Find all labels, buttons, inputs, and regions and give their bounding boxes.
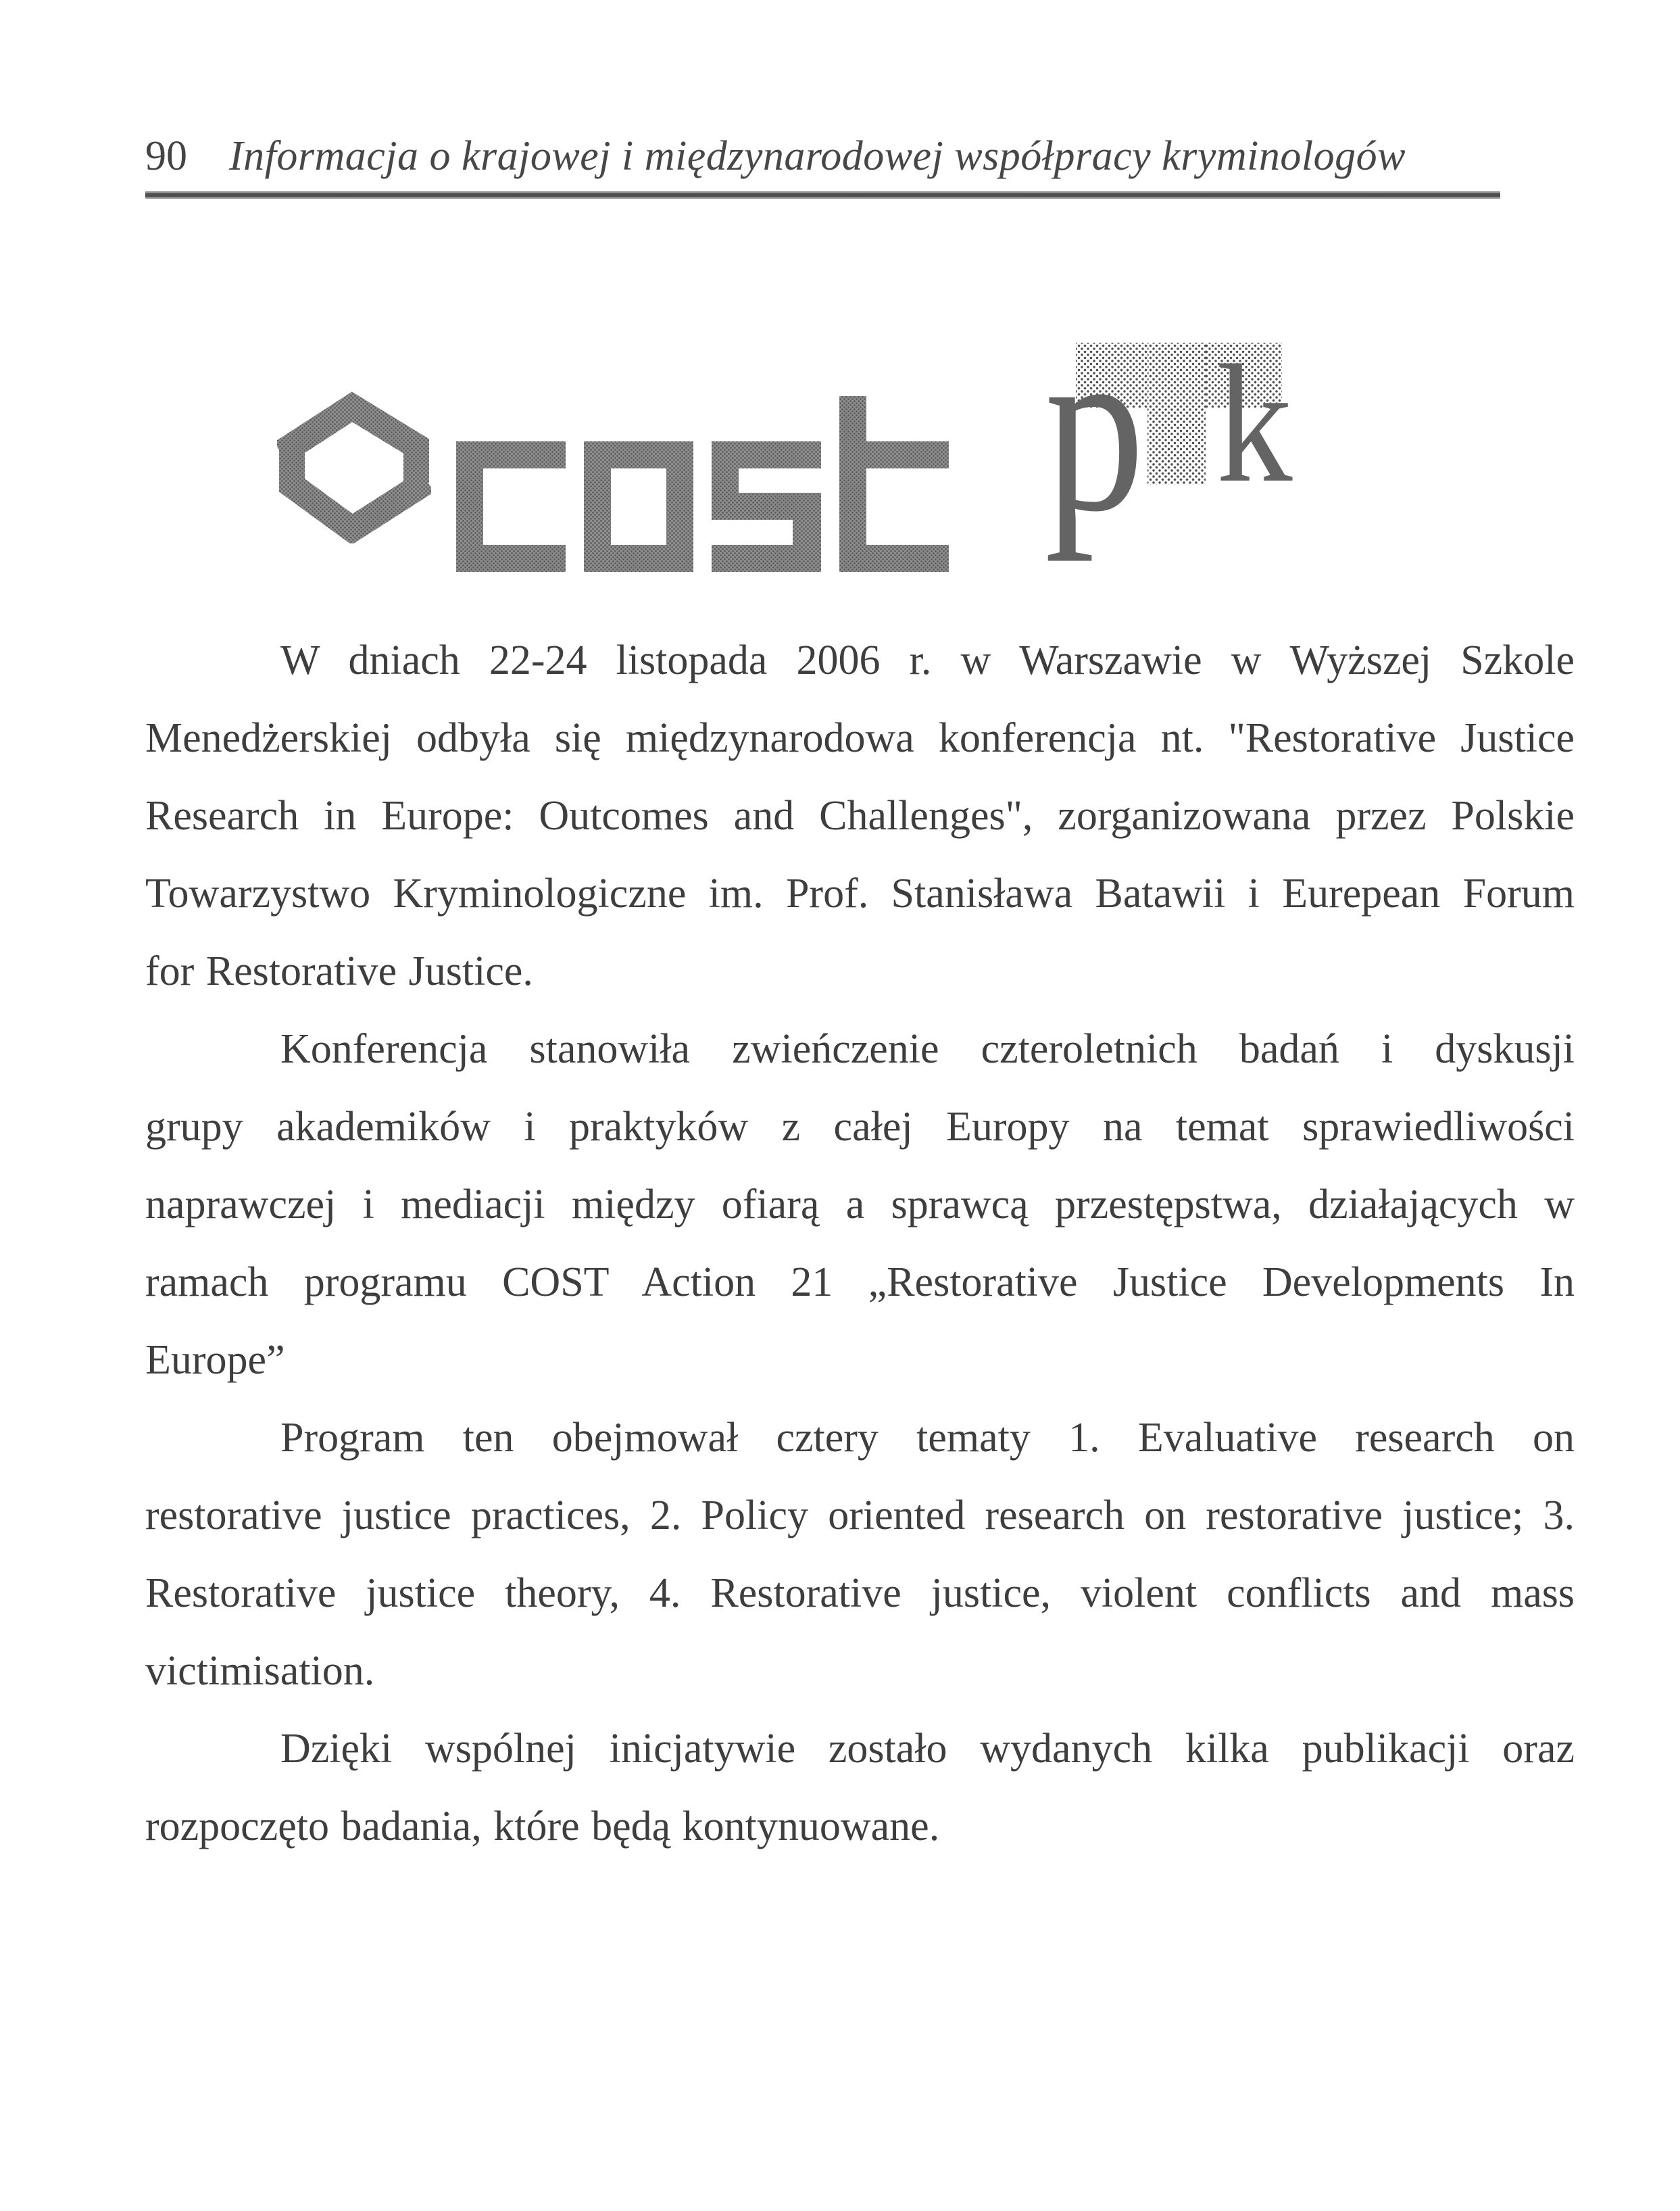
paragraph-4 [145,1710,1575,1866]
paragraph-3 [145,1399,1575,1710]
text-line: Konferencja stanowiła zwieńczenie czteroletnich badań i dyskusji [280,1026,1575,1072]
text-line: rozpoczęto badania, które będą kontynuowane. [145,1803,940,1849]
text-line: W dniach 22-24 listopada 2006 r. w Warszawie w Wyższej Szkole [280,637,1575,683]
paragraph-2 [145,1011,1575,1399]
text-line: grupy akademików i praktyków z całej Europy na temat sprawiedliwości [145,1104,1575,1150]
page-header [145,132,1504,180]
ptk-logo [1042,292,1333,568]
text-line: Europe” [145,1337,285,1383]
cost-letter-o [584,441,693,572]
cost-hexagon-icon [277,387,431,543]
ptk-halftone-t-stem [1147,343,1206,485]
text-line: naprawczej i mediacji między ofiarą a sprawcą przestępstwa, działających w [145,1182,1575,1228]
text-line: Towarzystwo Kryminologiczne im. Prof. Stanisława Batawii i Eurepean Forum [145,871,1575,917]
text-line: for Restorative Justice. [145,948,533,994]
text-line: Program ten obejmował cztery tematy 1. Evaluative research on [280,1415,1575,1461]
ptk-letter-k: k [1216,331,1293,518]
text-line: Dzięki wspólnej inicjatywie zostało wydanych kilka publikacji oraz [280,1726,1575,1772]
paragraph-1 [145,622,1575,1011]
page-number: 90 [145,133,187,179]
header-rule [145,191,1500,199]
ptk-letter-p: p [1045,292,1145,562]
document-body [145,622,1575,1866]
header-title: Informacja o krajowej i międzynarodowej współpracy kryminologów [229,133,1406,179]
text-line: victimisation. [145,1648,375,1694]
text-line: Research in Europe: Outcomes and Challenges", zorganizowana przez Polskie [145,793,1575,839]
cost-letter-s [712,441,821,572]
text-line: ramach programu COST Action 21 „Restorative Justice Developments In [145,1259,1575,1305]
cost-wordmark [456,396,949,572]
cost-letter-c [456,441,566,572]
cost-letter-t [839,396,949,572]
text-line: Restorative justice theory, 4. Restorative justice, violent conflicts and mass [145,1570,1575,1616]
logo-row [277,292,1358,568]
text-line: restorative justice practices, 2. Policy oriented research on restorative justice; 3. [145,1492,1575,1538]
text-line: Menedżerskiej odbyła się międzynarodowa konferencja nt. "Restorative Justice [145,715,1575,761]
